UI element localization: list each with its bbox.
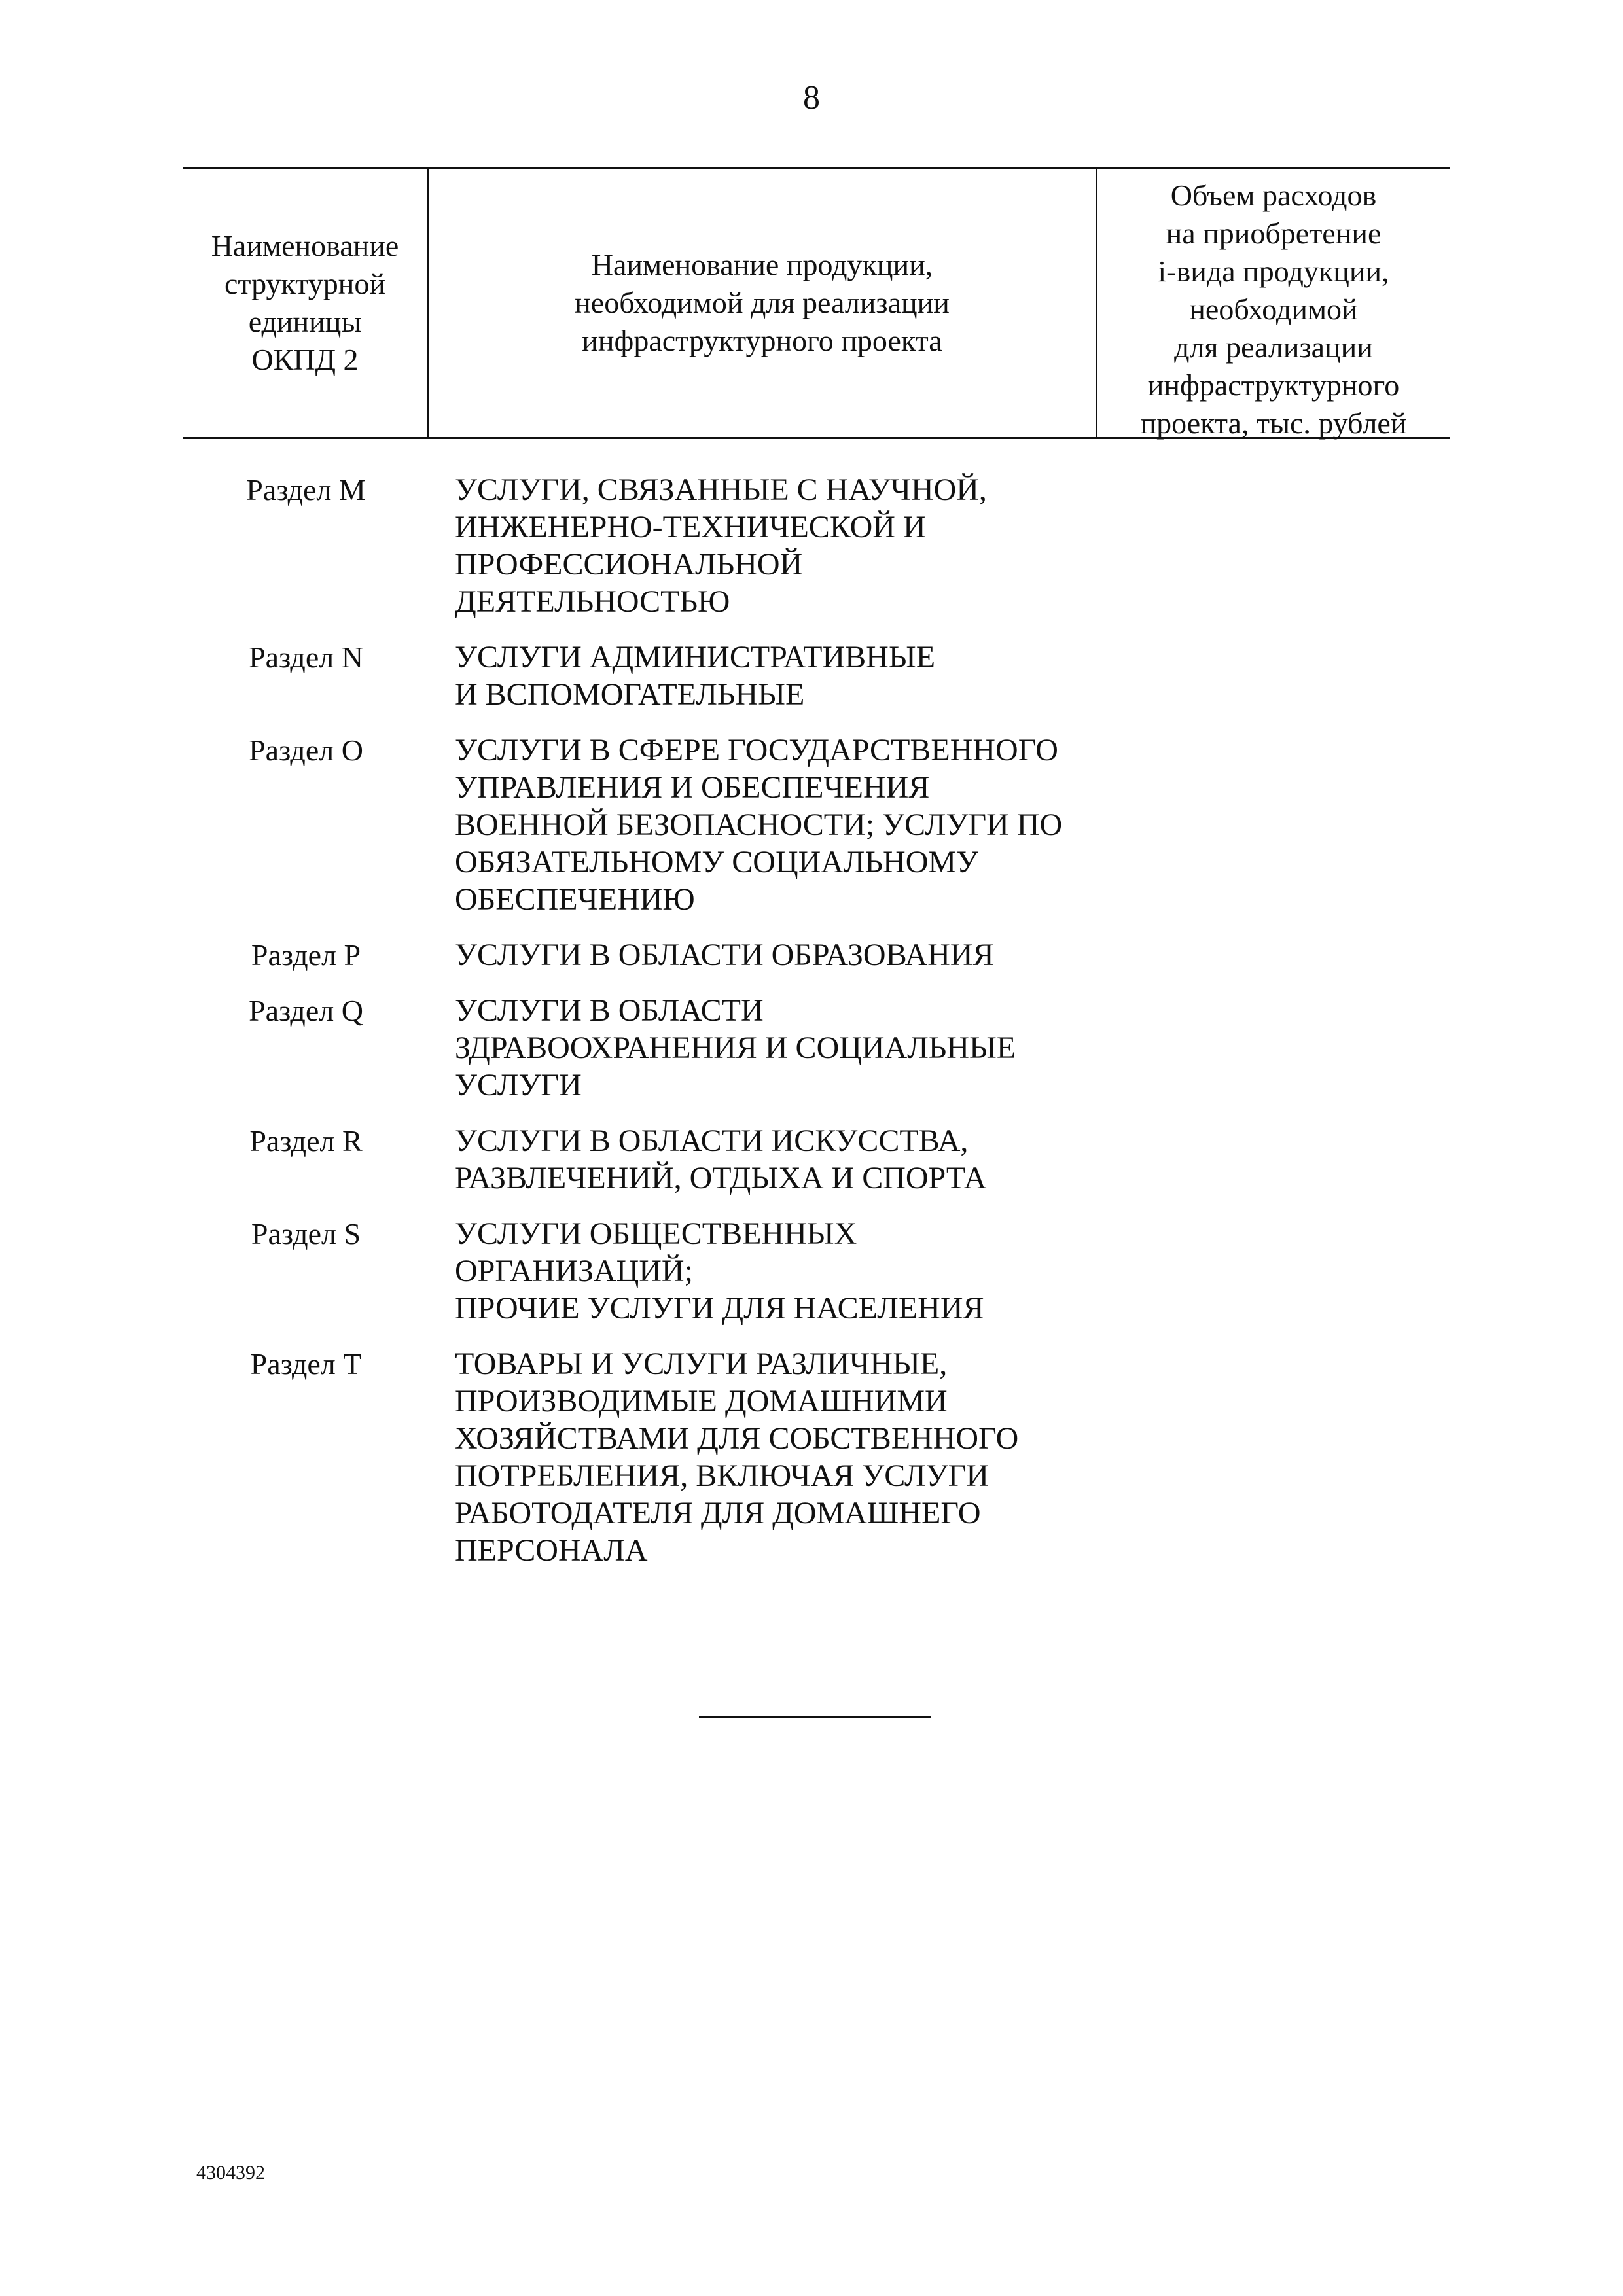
table-row	[183, 992, 1450, 1104]
page-number: 8	[803, 79, 820, 116]
row-code: Раздел N	[249, 641, 363, 674]
table-row	[183, 936, 1450, 974]
row-name: УСЛУГИ ОБЩЕСТВЕННЫХ ОРГАНИЗАЦИЙ; ПРОЧИЕ УСЛУГИ ДЛЯ НАСЕЛЕНИЯ	[455, 1216, 984, 1326]
row-name: УСЛУГИ В ОБЛАСТИ ИСКУССТВА, РАЗВЛЕЧЕНИЙ, ОТДЫХА И СПОРТА	[455, 1123, 987, 1195]
row-name: УСЛУГИ В СФЕРЕ ГОСУДАРСТВЕННОГО УПРАВЛЕНИЯ И ОБЕСПЕЧЕНИЯ ВОЕННОЙ БЕЗОПАСНОСТИ; УСЛУГИ ПО ОБЯЗАТЕЛЬНОМУ СОЦИАЛЬНОМУ ОБЕСПЕЧЕНИЮ	[455, 733, 1063, 917]
row-name: УСЛУГИ АДМИНИСТРАТИВНЫЕ И ВСПОМОГАТЕЛЬНЫЕ	[455, 640, 936, 712]
table-row	[183, 732, 1450, 918]
row-name: УСЛУГИ В ОБЛАСТИ ОБРАЗОВАНИЯ	[455, 938, 994, 972]
row-code: Раздел S	[251, 1217, 361, 1250]
table-header	[183, 167, 1450, 439]
table-row	[183, 1345, 1450, 1569]
table-row	[183, 1215, 1450, 1327]
row-name: УСЛУГИ В ОБЛАСТИ ЗДРАВООХРАНЕНИЯ И СОЦИАЛЬНЫЕ УСЛУГИ	[455, 993, 1016, 1103]
row-name: УСЛУГИ, СВЯЗАННЫЕ С НАУЧНОЙ, ИНЖЕНЕРНО-ТЕХНИЧЕСКОЙ И ПРОФЕССИОНАЛЬНОЙ ДЕЯТЕЛЬНОСТЬЮ	[455, 472, 987, 619]
row-code: Раздел Q	[249, 994, 363, 1027]
table-row	[183, 1122, 1450, 1197]
header-structural-unit: Наименование структурной единицы ОКПД 2	[183, 169, 429, 437]
row-code: Раздел M	[246, 473, 366, 506]
table-row	[183, 471, 1450, 620]
table-body	[183, 471, 1450, 1587]
row-name: ТОВАРЫ И УСЛУГИ РАЗЛИЧНЫЕ, ПРОИЗВОДИМЫЕ ДОМАШНИМИ ХОЗЯЙСТВАМИ ДЛЯ СОБСТВЕННОГО ПОТРЕБЛЕНИЯ, ВКЛЮЧАЯ УСЛУГИ РАБОТОДАТЕЛЯ ДЛЯ ДОМАШНЕГО ПЕРСОНАЛА	[455, 1347, 1019, 1568]
row-code: Раздел P	[251, 938, 361, 972]
table-row	[183, 639, 1450, 713]
header-expense-volume: Объем расходов на приобретение i-вида продукции, необходимой для реализации инфраструктурного проекта, тыс. рублей	[1140, 179, 1407, 440]
row-code: Раздел O	[249, 733, 363, 767]
header-product-name: Наименование продукции, необходимой для реализации инфраструктурного проекта	[429, 169, 1097, 437]
row-code: Раздел T	[250, 1347, 362, 1381]
row-code: Раздел R	[249, 1124, 363, 1157]
end-divider	[699, 1716, 931, 1718]
document-id: 4304392	[196, 2162, 265, 2183]
